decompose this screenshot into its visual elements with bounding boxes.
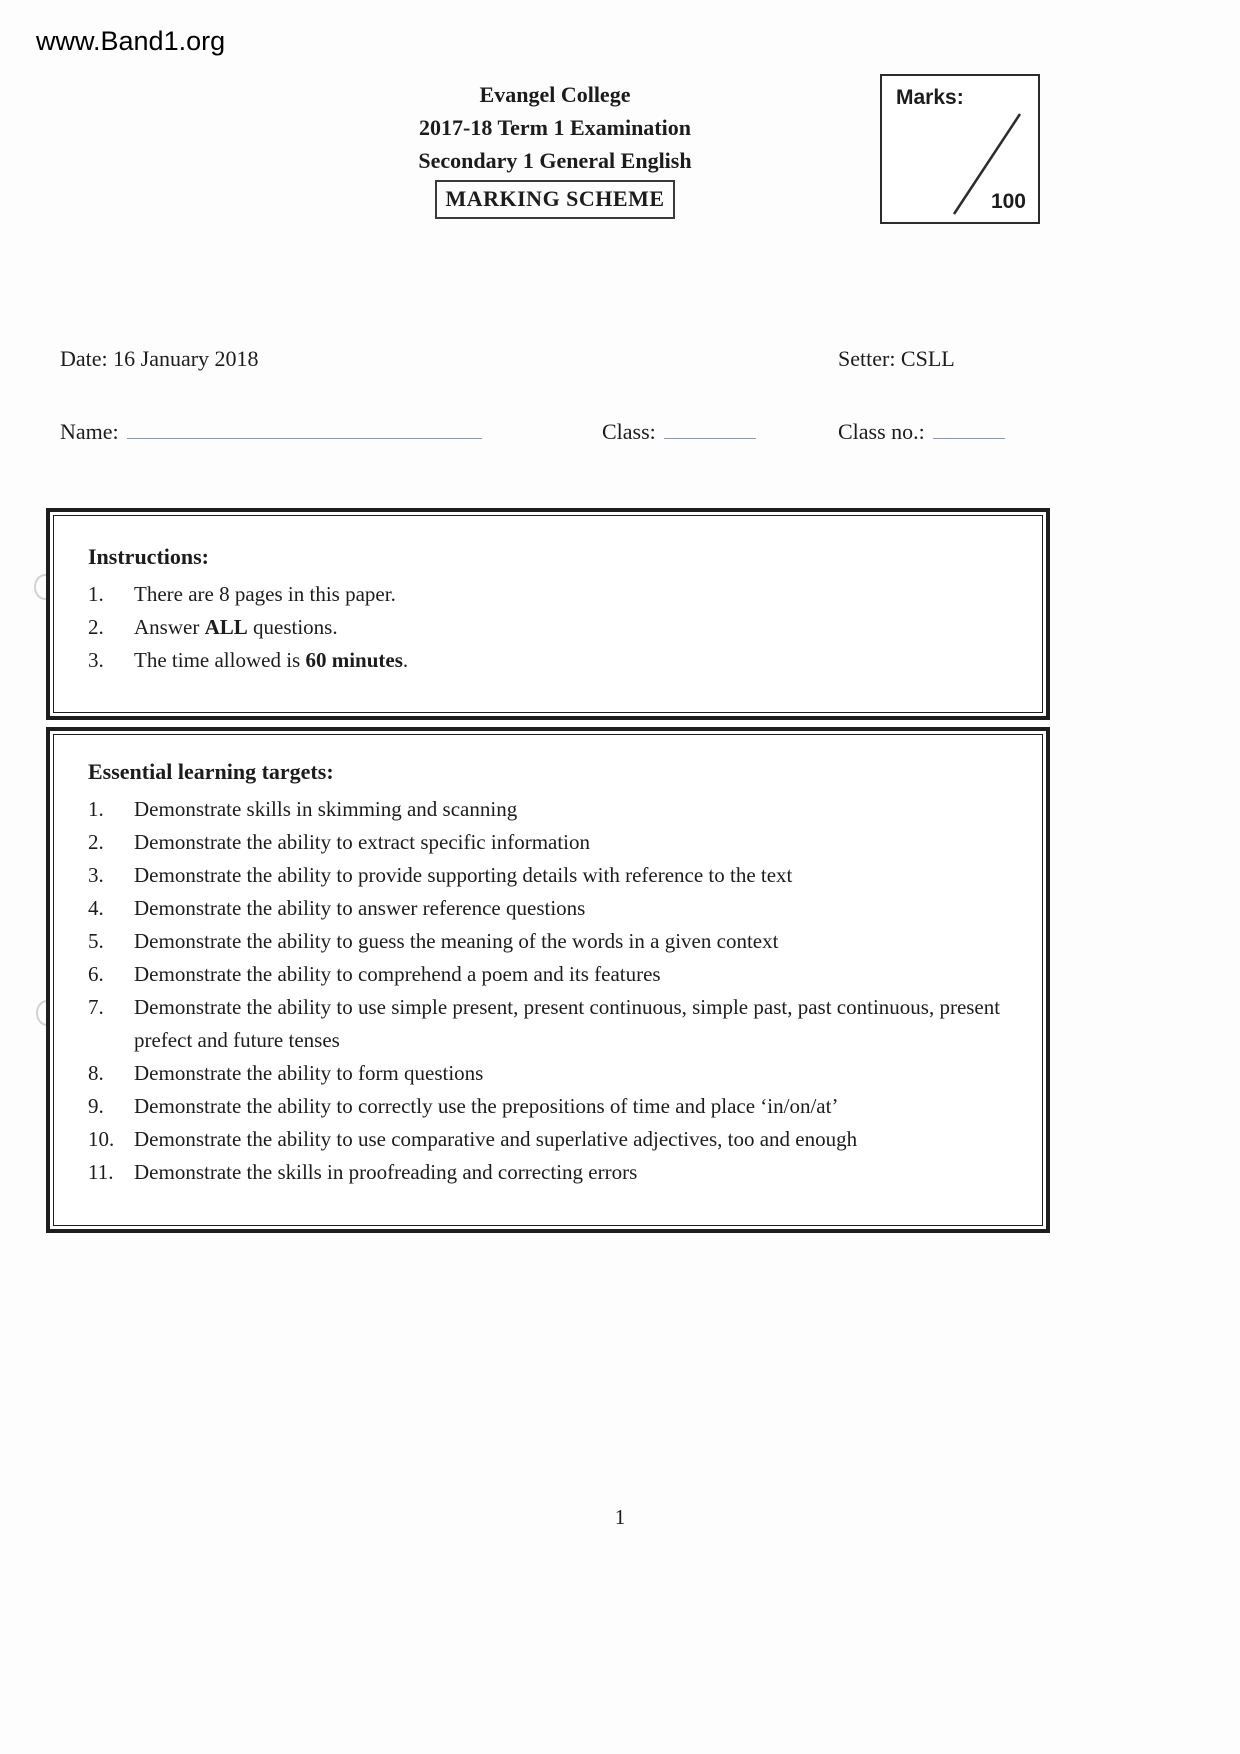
- item-text: Demonstrate the ability to use simple present, present continuous, simple past, past continuous, present prefect and future tenses: [134, 995, 1001, 1052]
- instruction-item: [88, 578, 1024, 611]
- page-number: 1: [614, 1505, 626, 1529]
- class-no-label: Class no.:: [838, 419, 925, 445]
- item-number: 2.: [88, 830, 104, 854]
- exam-header: [300, 78, 810, 219]
- item-number: 8.: [88, 1061, 104, 1085]
- item-text: Demonstrate the ability to form questions: [134, 1061, 484, 1085]
- item-number: 4.: [88, 896, 104, 920]
- instructions-box-inner: [53, 515, 1043, 713]
- item-number: 10.: [88, 1127, 115, 1151]
- class-no-field: [838, 416, 1005, 445]
- learning-target-item: [88, 958, 1024, 991]
- learning-target-item: [88, 1090, 1024, 1123]
- item-number: 5.: [88, 929, 104, 953]
- item-text: Demonstrate the ability to extract specific information: [134, 830, 591, 854]
- learning-target-item: [88, 1156, 1024, 1189]
- item-number: 6.: [88, 962, 104, 986]
- item-text: Demonstrate the ability to guess the meaning of the words in a given context: [134, 929, 779, 953]
- learning-target-item: [88, 892, 1024, 925]
- marking-scheme-wrap: [300, 180, 810, 219]
- item-number: 3.: [88, 863, 104, 887]
- learning-target-item: [88, 925, 1024, 958]
- item-text: Answer ALL questions.: [134, 615, 338, 639]
- subject-title: Secondary 1 General English: [418, 148, 692, 173]
- item-number: 9.: [88, 1094, 104, 1118]
- class-label: Class:: [602, 419, 656, 445]
- site-watermark: www.Band1.org: [36, 26, 226, 56]
- item-text: The time allowed is 60 minutes.: [134, 648, 409, 672]
- item-text: Demonstrate the ability to answer reference questions: [134, 896, 586, 920]
- marking-scheme-label: MARKING SCHEME: [435, 180, 674, 219]
- instructions-list: [88, 578, 1024, 677]
- setter: Setter: CSLL: [838, 346, 955, 371]
- school-name: Evangel College: [479, 82, 631, 107]
- instruction-item: [88, 611, 1024, 644]
- marks-total: 100: [990, 190, 1026, 213]
- exam-date: Date: 16 January 2018: [60, 346, 259, 371]
- learning-targets-list: [88, 793, 1024, 1189]
- name-label: Name:: [60, 419, 119, 445]
- instructions-box: [46, 508, 1050, 720]
- learning-target-item: [88, 826, 1024, 859]
- exam-title: 2017-18 Term 1 Examination: [419, 115, 691, 140]
- item-number: 11.: [88, 1160, 114, 1184]
- learning-targets-box-inner: [53, 734, 1043, 1226]
- instruction-item: [88, 644, 1024, 677]
- item-number: 1.: [88, 582, 104, 606]
- learning-target-item: [88, 793, 1024, 826]
- item-text: There are 8 pages in this paper.: [134, 582, 396, 606]
- instructions-title: Instructions:: [88, 544, 210, 569]
- item-number: 2.: [88, 615, 104, 639]
- item-text: Demonstrate the ability to correctly use the prepositions of time and place ‘in/on/at’: [134, 1094, 839, 1118]
- class-field: [602, 416, 756, 445]
- learning-targets-box: [46, 727, 1050, 1233]
- learning-targets-title: Essential learning targets:: [88, 759, 334, 784]
- item-number: 1.: [88, 797, 104, 821]
- item-text: Demonstrate the ability to provide supporting details with reference to the text: [134, 863, 793, 887]
- name-field: [60, 416, 482, 445]
- item-text: Demonstrate skills in skimming and scanning: [134, 797, 518, 821]
- marks-label: Marks:: [896, 86, 964, 109]
- learning-target-item: [88, 859, 1024, 892]
- class-blank-line: [664, 416, 756, 439]
- item-text: Demonstrate the ability to use comparative and superlative adjectives, too and enough: [134, 1127, 858, 1151]
- learning-target-item: [88, 1123, 1024, 1156]
- name-blank-line: [127, 416, 482, 439]
- class-no-blank-line: [933, 416, 1005, 439]
- item-number: 7.: [88, 995, 104, 1019]
- item-text: Demonstrate the skills in proofreading and correcting errors: [134, 1160, 638, 1184]
- item-number: 3.: [88, 648, 104, 672]
- learning-target-item: [88, 1057, 1024, 1090]
- item-text: Demonstrate the ability to comprehend a poem and its features: [134, 962, 661, 986]
- marks-box: [880, 74, 1040, 224]
- learning-target-item: [88, 991, 1024, 1057]
